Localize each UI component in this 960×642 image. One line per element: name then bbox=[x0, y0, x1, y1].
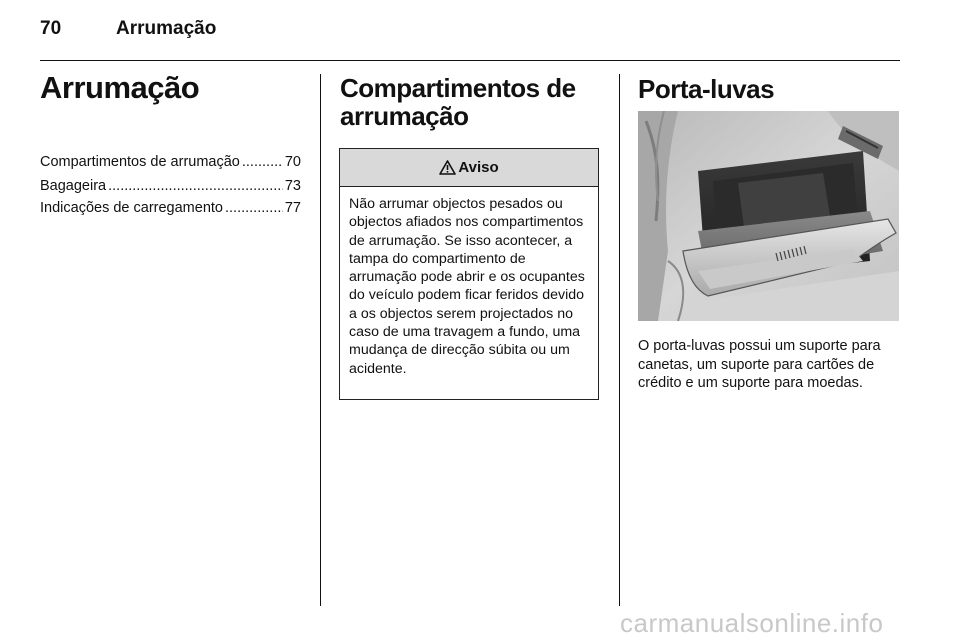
warning-triangle-icon bbox=[439, 160, 456, 175]
glovebox-title: Porta-luvas bbox=[638, 74, 775, 104]
warning-label: Aviso bbox=[458, 159, 499, 176]
page-number: 70 bbox=[40, 18, 62, 39]
toc-leader bbox=[108, 176, 283, 196]
toc-leader bbox=[225, 198, 283, 218]
column-divider bbox=[320, 74, 321, 606]
header-rule bbox=[40, 60, 900, 61]
toc-entry[interactable] bbox=[40, 152, 301, 172]
toc-entry[interactable] bbox=[40, 198, 301, 218]
warning-header bbox=[340, 149, 598, 187]
toc-entry-page: 77 bbox=[284, 200, 301, 216]
chapter-title: Arrumação bbox=[40, 70, 200, 105]
warning-box bbox=[339, 148, 599, 400]
glovebox-description: O porta-luvas possui um suporte para canetas, um suporte para cartões de crédito e um suporte para moedas. bbox=[638, 338, 881, 391]
warning-text: Não arrumar objectos pesados ou objectos afiados nos compartimentos de arrumação. Se isso acontecer, a tampa do compartimento de arrumação pode abrir e os ocupantes do veículo podem ficar feridos devido a os objectos serem projectados no caso de uma travagem a fundo, uma mudança de direcção súbita ou um acidente. bbox=[349, 196, 585, 377]
toc-entry-label: Bagageira bbox=[40, 178, 107, 194]
toc-entry-label: Compartimentos de arrumação bbox=[40, 154, 240, 170]
watermark-text: carmanualsonline.info bbox=[620, 608, 884, 638]
toc-leader bbox=[242, 152, 283, 172]
glovebox-photo bbox=[638, 111, 899, 321]
toc-entry-page: 73 bbox=[284, 178, 301, 194]
running-header-title: Arrumação bbox=[116, 18, 217, 39]
section-title: Compartimentos de arrumação bbox=[340, 73, 576, 131]
toc-entry-page: 70 bbox=[284, 154, 301, 170]
toc-entry-label: Indicações de carregamento bbox=[40, 200, 223, 216]
column-divider bbox=[619, 74, 620, 606]
toc-entry[interactable] bbox=[40, 176, 301, 196]
